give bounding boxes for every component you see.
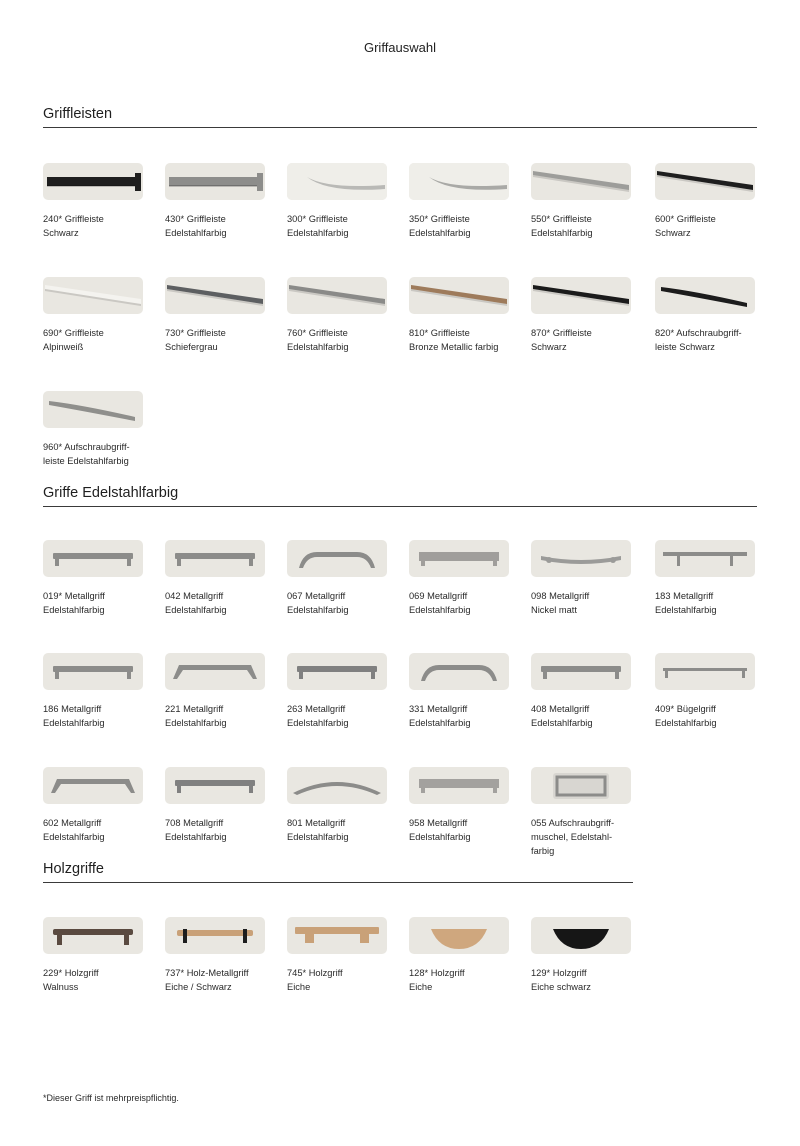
bar-handle-icon [287, 653, 387, 690]
handle-code: 300* Griffleiste [287, 214, 348, 224]
handle-item [531, 540, 631, 617]
handle-caption [409, 702, 509, 730]
rail-handle-icon [655, 540, 755, 577]
handle-code: 870* Griffleiste [531, 328, 592, 338]
handle-item [531, 277, 631, 354]
black-profile-bar-icon [43, 163, 143, 200]
handle-code: 760* Griffleiste [287, 328, 348, 338]
black-edge-strip-icon [655, 163, 755, 200]
handle-code: 229* Holzgriff [43, 968, 99, 978]
handle-caption [531, 702, 631, 730]
shell-handle-icon [531, 767, 631, 804]
steel-screw-on-strip-icon [43, 391, 143, 428]
handle-item [531, 163, 631, 240]
handle-code: 128* Holzgriff [409, 968, 465, 978]
tapered-handle-icon [43, 767, 143, 804]
handle-item [531, 917, 631, 994]
handle-caption [165, 966, 265, 994]
bar-handle-icon [43, 540, 143, 577]
bow-handle-icon [287, 540, 387, 577]
section-griffleisten [43, 106, 757, 466]
handle-item [43, 917, 143, 994]
black-edge-strip-icon [531, 277, 631, 314]
handle-description: Schiefergrau [165, 342, 218, 352]
handle-caption [531, 966, 631, 994]
bar-handle-icon [165, 540, 265, 577]
black-half-round-knob-icon [531, 917, 631, 954]
handle-item [43, 767, 143, 844]
handle-caption [409, 212, 509, 240]
steel-recessed-edge-icon [287, 163, 387, 200]
handle-description: Edelstahlfarbig [287, 832, 349, 842]
oak-half-round-knob-icon [409, 917, 509, 954]
bar-handle-icon [531, 653, 631, 690]
handle-description: Nickel matt [531, 605, 577, 615]
handle-code: 129* Holzgriff [531, 968, 587, 978]
handle-description: Eiche schwarz [531, 982, 591, 992]
handle-caption [43, 212, 143, 240]
handle-code: 960* Aufschraubgriff- [43, 442, 130, 452]
handle-item [43, 653, 143, 730]
handle-description: Walnuss [43, 982, 79, 992]
handle-code: 600* Griffleiste [655, 214, 716, 224]
handle-description: Edelstahlfarbig [287, 605, 349, 615]
handle-code: 810* Griffleiste [409, 328, 470, 338]
steel-profile-bar-icon [165, 163, 265, 200]
bar-handle-icon [43, 653, 143, 690]
page-title: Griffauswahl [363, 40, 436, 55]
handle-item [165, 767, 265, 844]
handle-item [43, 391, 143, 468]
handle-description: Schwarz [531, 342, 567, 352]
handle-code: 067 Metallgriff [287, 591, 346, 601]
handle-item [409, 917, 509, 994]
section-heading: Holzgriffe [43, 861, 633, 883]
handle-caption [409, 816, 509, 844]
black-screw-on-strip-icon [655, 277, 755, 314]
steel-edge-strip-icon [287, 277, 387, 314]
handle-item [655, 540, 755, 617]
section-heading: Griffe Edelstahlfarbig [43, 485, 757, 507]
section-griffe-edelstahlfarbig [43, 485, 757, 856]
handle-caption [409, 589, 509, 617]
handle-description: Edelstahlfarbig [531, 718, 593, 728]
tapered-handle-icon [165, 653, 265, 690]
handle-description: muschel, Edelstahl- farbig [531, 832, 613, 856]
handle-description: Alpinweiß [43, 342, 84, 352]
handle-caption [165, 212, 265, 240]
handle-code: 730* Griffleiste [165, 328, 226, 338]
oak-bar-handle-icon [287, 917, 387, 954]
bow-handle-icon [409, 653, 509, 690]
handle-code: 263 Metallgriff [287, 704, 346, 714]
curved-handle-icon [531, 540, 631, 577]
handle-description: Bronze Metallic farbig [409, 342, 499, 352]
handle-caption [43, 966, 143, 994]
handle-code: 186 Metallgriff [43, 704, 102, 714]
handle-description: Edelstahlfarbig [43, 832, 105, 842]
white-edge-strip-icon [43, 277, 143, 314]
handle-description: leiste Edelstahlfarbig [43, 456, 129, 466]
handle-caption [531, 212, 631, 240]
handle-description: Eiche [287, 982, 311, 992]
handle-description: Edelstahlfarbig [531, 228, 593, 238]
handle-item [43, 277, 143, 354]
handle-code: 069 Metallgriff [409, 591, 468, 601]
handle-item [43, 540, 143, 617]
handle-description: Eiche / Schwarz [165, 982, 232, 992]
handle-code: 240* Griffleiste [43, 214, 104, 224]
handle-caption [287, 816, 387, 844]
section-holzgriffe [43, 861, 633, 992]
handle-description: leiste Schwarz [655, 342, 715, 352]
handle-description: Edelstahlfarbig [655, 605, 717, 615]
handle-item [287, 767, 387, 844]
handle-caption [655, 702, 755, 730]
handle-code: 408 Metallgriff [531, 704, 590, 714]
handle-item [531, 767, 631, 858]
handle-caption [655, 212, 755, 240]
handle-caption [409, 326, 509, 354]
handle-code: 350* Griffleiste [409, 214, 470, 224]
handle-description: Edelstahlfarbig [409, 718, 471, 728]
handle-item [287, 917, 387, 994]
handle-item [165, 277, 265, 354]
handle-description: Edelstahlfarbig [165, 832, 227, 842]
handle-caption [655, 589, 755, 617]
handle-description: Edelstahlfarbig [287, 228, 349, 238]
handle-item [287, 653, 387, 730]
handle-caption [43, 326, 143, 354]
handle-description: Edelstahlfarbig [43, 605, 105, 615]
handle-caption [655, 326, 755, 354]
bar-handle-icon [165, 767, 265, 804]
handle-caption [165, 816, 265, 844]
walnut-bar-handle-icon [43, 917, 143, 954]
handle-caption [43, 702, 143, 730]
handle-code: 331 Metallgriff [409, 704, 468, 714]
handle-item [287, 163, 387, 240]
handle-description: Schwarz [655, 228, 691, 238]
flat-bar-handle-icon [409, 767, 509, 804]
handle-code: 550* Griffleiste [531, 214, 592, 224]
handle-description: Edelstahlfarbig [165, 228, 227, 238]
handle-item [655, 277, 755, 354]
handle-caption [409, 966, 509, 994]
handle-description: Schwarz [43, 228, 79, 238]
handle-description: Edelstahlfarbig [287, 718, 349, 728]
oak-black-handle-icon [165, 917, 265, 954]
handle-item [409, 277, 509, 354]
handle-item [165, 163, 265, 240]
slate-edge-strip-icon [165, 277, 265, 314]
handle-item [409, 163, 509, 240]
handle-item [165, 917, 265, 994]
arched-handle-icon [287, 767, 387, 804]
handle-item [409, 653, 509, 730]
handle-caption [531, 326, 631, 354]
handle-caption [287, 326, 387, 354]
handle-description: Edelstahlfarbig [165, 605, 227, 615]
handle-description: Edelstahlfarbig [409, 228, 471, 238]
handle-item [409, 540, 509, 617]
handle-item [165, 540, 265, 617]
handle-description: Edelstahlfarbig [43, 718, 105, 728]
handle-code: 183 Metallgriff [655, 591, 714, 601]
handle-code: 098 Metallgriff [531, 591, 590, 601]
handle-code: 221 Metallgriff [165, 704, 224, 714]
handle-item [287, 277, 387, 354]
handle-description: Edelstahlfarbig [409, 605, 471, 615]
steel-edge-strip-icon [531, 163, 631, 200]
handle-caption [531, 589, 631, 617]
handle-code: 801 Metallgriff [287, 818, 346, 828]
handle-code: 708 Metallgriff [165, 818, 224, 828]
handle-code: 430* Griffleiste [165, 214, 226, 224]
handle-code: 042 Metallgriff [165, 591, 224, 601]
handle-code: 820* Aufschraubgriff- [655, 328, 742, 338]
handle-caption [43, 589, 143, 617]
handle-caption [165, 326, 265, 354]
handle-caption [531, 816, 631, 858]
handle-caption [287, 702, 387, 730]
handle-code: 737* Holz-Metallgriff [165, 968, 249, 978]
handle-caption [287, 589, 387, 617]
handle-item [43, 163, 143, 240]
handle-caption [287, 212, 387, 240]
handle-description: Edelstahlfarbig [655, 718, 717, 728]
flat-bar-handle-icon [409, 540, 509, 577]
handle-code: 690* Griffleiste [43, 328, 104, 338]
handle-item [165, 653, 265, 730]
steel-recessed-edge-icon [409, 163, 509, 200]
handle-code: 055 Aufschraubgriff- [531, 818, 615, 828]
section-heading: Griffleisten [43, 106, 757, 128]
handle-caption [165, 589, 265, 617]
handle-code: 409* Bügelgriff [655, 704, 716, 714]
handle-item [655, 653, 755, 730]
handle-caption [165, 702, 265, 730]
handle-code: 958 Metallgriff [409, 818, 468, 828]
handle-description: Eiche [409, 982, 433, 992]
handle-description: Edelstahlfarbig [287, 342, 349, 352]
handle-item [655, 163, 755, 240]
handle-description: Edelstahlfarbig [409, 832, 471, 842]
handle-description: Edelstahlfarbig [165, 718, 227, 728]
handle-caption [43, 816, 143, 844]
thin-bar-handle-icon [655, 653, 755, 690]
handle-item [409, 767, 509, 844]
footnote: *Dieser Griff ist mehrpreispflichtig. [43, 1093, 179, 1103]
handle-item [287, 540, 387, 617]
handle-code: 745* Holzgriff [287, 968, 343, 978]
handle-caption [43, 440, 143, 468]
bronze-edge-strip-icon [409, 277, 509, 314]
handle-caption [287, 966, 387, 994]
handle-code: 019* Metallgriff [43, 591, 105, 601]
handle-code: 602 Metallgriff [43, 818, 102, 828]
handle-item [531, 653, 631, 730]
